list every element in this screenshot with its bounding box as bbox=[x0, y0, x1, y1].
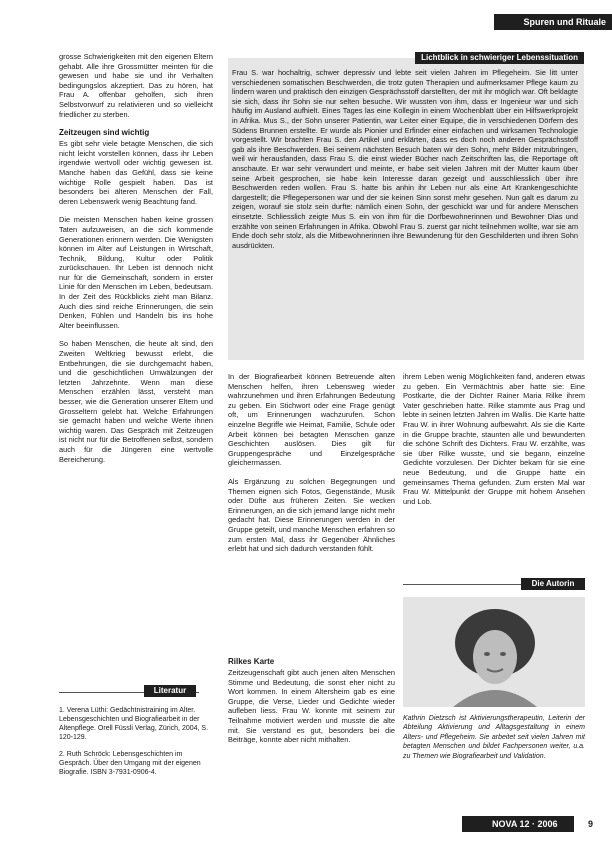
paragraph: Zeitzeugenschaft gibt auch jenen alten Menschen Stimme und Bedeutung, die sonst eher nicht zu Wort kommen. In einem Altersheim gab es eine Gruppe, die Verse, Lieder und Gedichte wieder aufleben liess. Frau W. konnte mit seinem zur Teilnahme motiviert werden und musste die alte mit. Sie verstand es gut, besonders bei die Beiträge, konnte aber nicht mithalten. bbox=[228, 668, 395, 745]
footer-journal: NOVA 12 · 2006 bbox=[462, 816, 574, 832]
page-number: 9 bbox=[588, 819, 594, 829]
paragraph: In der Biografiearbeit können Betreuende alten Menschen helfen, ihren Lebensweg wieder wahrzunehmen und ihren Erfahrungen Bedeutung zu geben. Ein Stichwort oder eine Frage genügt oft, um Erinnerungen wachzurufen. Schon einzelne Begriffe wie Heimat, Familie, Schule oder Arbeit können bei betagten Menschen ganze Geschichten auslösen. Dies gilt für Gruppengespräche und Einzelgespräche gleichermassen. bbox=[228, 372, 395, 468]
paragraph: So haben Menschen, die heute alt sind, den Zweiten Weltkrieg bewusst erlebt, die Entbehrungen, die sie durchgemacht haben, und die geschichtlichen Umwälzungen der letzten Jahrzehnte. Wenn man diese Menschen erzählen lässt, versteht man besser, wie die Generation unserer Eltern und Grosseltern gelebt hat. Welche Erfahrungen sie gemacht haben und welche Werte ihnen wichtig waren. Das Gespräch mit Zeitzeugen ist nicht nur für die Betroffenen selbst, sondern auch für die Jüngeren eine wertvolle Bereicherung. bbox=[59, 339, 213, 464]
literature-title: Literatur bbox=[144, 685, 196, 697]
paragraph: ihrem Leben wenig Möglichkeiten fand, anderen etwas zu geben. Ein Vermächtnis aber hatte sie: Eine Postkarte, die der Dichter Rainer Maria Rilke ihrem Vater geschrieben hatte. Rilke stammte aus Prag und lebte in seinen letzten Jahren im Wallis. Die Karte hatte Frau W. in ihrer Wohnung aufbewahrt. Als sie die Karte in die Gruppe brachte, staunten alle und bewunderten die schöne Schrift des Dichters. Frau W. erzählte, was sie über Rilke wusste, und sie begann, einzelne Gedichte vorzulesen. Der Dichter bekam für sie eine neue Bedeutung, und die Gruppe hatte ein gemeinsames Thema gefunden. Zum ersten Mal war Frau W. Mittelpunkt der Gruppe mit hohem Ansehen und Lob. bbox=[403, 372, 585, 506]
section-heading: Zeitzeugen sind wichtig bbox=[59, 128, 150, 138]
sidebar-box-text: Frau S. war hochaltrig, schwer depressiv und lebte seit vielen Jahren im Pflegeheim. Sie litt unter verschiedenen somatischen Beschwerden, die trotz guten Therapien und aufmerksamer Pflege kaum zu lindern waren und praktisch den einzigen Gesprächsstoff darstellten, der mit ihr möglich war. Oft beklagte sie sich, dass ihr Sohn sie nur selten besuche. Wir wussten von ihm, dass er Ingenieur war und sich häufig im Ausland aufhielt. Eines Tages las eine Kollegin in einem Wochenblatt über ein Hilfswerkprojekt in Afrika. Mus S., der Sohn unserer Patientin, war Leiter einer Equipe, die in verschiedenen Dörfern des Südens Brunnen erstellte. Er wurde als Pionier und Erfinder einer einfachen und wirksamen Technologie vorgestellt. Wir brachten Frau S. den Artikel und erklärten, dass es doch noch anderen Gesprächsstoff gab als ihre Beschwerden. Bei seinem nächsten Besuch baten wir den Sohn, mehr Bilder mitzubringen, weil wir herausfanden, dass Frau S. die einst wieder Bücher nach Zeitschriften las, die Reportage oft anschaute. Er war sehr verwundert und meinte, er habe seit vielen Jahren mit der Mutter kaum über seine Arbeit gesprochen, sie habe kein Interesse daran gezeigt und ausschliesslich über ihre Beschwerden reden wollen. Frau S. hatte bis anhin ihr Leben nur als eine Art Krankengeschichte dargestellt; die Pflegepersonen war und der sie keinen Sinn sonst mehr gesehen. Nun galt es darum zu zeigen, worauf sie stolz sein durfte: nämlich einen Sohn, der geschickt war und für andere Menschen einsetzte. Schliesslich zeigte Mus S. ein von ihm für die Dorfbewohnerinnen und Bewohner Dias und erzählte von seinen Erfahrungen in Afrika. Obwohl Frau S. zuerst gar nicht teilnehmen wollte, war sie am Ende doch sehr stolz, als die Mitbewohnerinnen ihre Bewunderung für den Geschilderten und ihren Sohn ausdrückten. bbox=[232, 68, 578, 250]
sidebar-box-title: Lichtblick in schwieriger Lebenssituation bbox=[415, 52, 584, 64]
section-header: Spuren und Rituale bbox=[494, 14, 612, 30]
sidebar-box bbox=[228, 53, 584, 360]
literature-list bbox=[59, 706, 209, 785]
section-heading: Rilkes Karte bbox=[228, 657, 275, 666]
paragraph: Als Ergänzung zu solchen Begegnungen und Themen eignen sich Fotos, Gegenstände, Musik oder Düfte aus früheren Zeiten. Sie wecken Erinnerungen, an die sich jemand lange nicht mehr gedacht hat. Diese Erinnerungen werden in der Gruppe geteilt, und manche Menschen erfahren so zum ersten Mal, dass ihr Gegenüber Ähnliches erlebt hat und sich dadurch verstanden fühlt. bbox=[228, 476, 395, 554]
paragraph: grosse Schwierigkeiten mit den eigenen Eltern gehabt. Alle ihre Grossmütter meinten für die gewesen und habe sie und ihr Verhalten bedingungslos akzeptiert. Das zu hören, hat Frau A. offenbar geholfen, sich ihren Selbstvorwurf zu relativieren und so vielleicht friedlicher zu sterben. bbox=[59, 52, 213, 119]
text-column-left bbox=[59, 52, 213, 682]
paragraph: Es gibt sehr viele betagte Menschen, die sich nicht leicht vorstellen können, dass ihr Leben irgendwie wertvoll oder wichtig gewesen ist. Manche haben das Gefühl, dass sie keine wichtige Rolle gespielt haben. Das ist besonders bei älteren Menschen der Fall, deren Lebenswerk wenig Beachtung fand. bbox=[59, 139, 213, 206]
text-column-right bbox=[403, 372, 585, 568]
paragraph: Die meisten Menschen haben keine grossen Taten aufzuweisen, an die sich kommende Generationen erinnern werden. Die Wenigsten können im Alter auf Leistungen in Wirtschaft, Technik, Bildung, Kultur oder Politik zurückschauen. Ihr Leben ist dennoch nicht nur für die Gemeinschaft, sondern in erster Linie für den Menschen im Leben, bedeutsam. In der Zeit des Rückblicks zieht man Bilanz. Auch dies sind reiche Erinnerungen, die sein Denken, Fühlen und Handeln bis ins hohe Alter beeinflussen. bbox=[59, 215, 213, 330]
literature-item: 2. Ruth Schröck: Lebensgeschichten im Gespräch. Über den Umgang mit der eigenen Biografie. ISBN 3-7931-0906-4. bbox=[59, 751, 201, 776]
literature-item: 1. Verena Lüthi: Gedächtnistraining im Alter. Lebensgeschichten und Biografiearbeit in der Altenpflege. Orell Füssli Verlag, Zürich, 2004, S. 120-129. bbox=[59, 707, 209, 741]
text-column-middle bbox=[228, 372, 395, 652]
author-bio: Kathrin Dietzsch ist Aktivierungstherapeutin, Leiterin der Abteilung Aktivierung und Alltagsgestaltung in einem Alters- und Pflegeheim. Sie arbeitet seit vielen Jahren mit betagten Menschen und bildet Fachpersonen weiter, u.a. zu Themen wie Biografiearbeit und Validation. bbox=[403, 715, 585, 760]
author-photo bbox=[403, 597, 585, 707]
author-title: Die Autorin bbox=[521, 578, 585, 590]
text-column-middle-lower bbox=[228, 657, 395, 797]
author-portrait-image bbox=[403, 597, 585, 707]
